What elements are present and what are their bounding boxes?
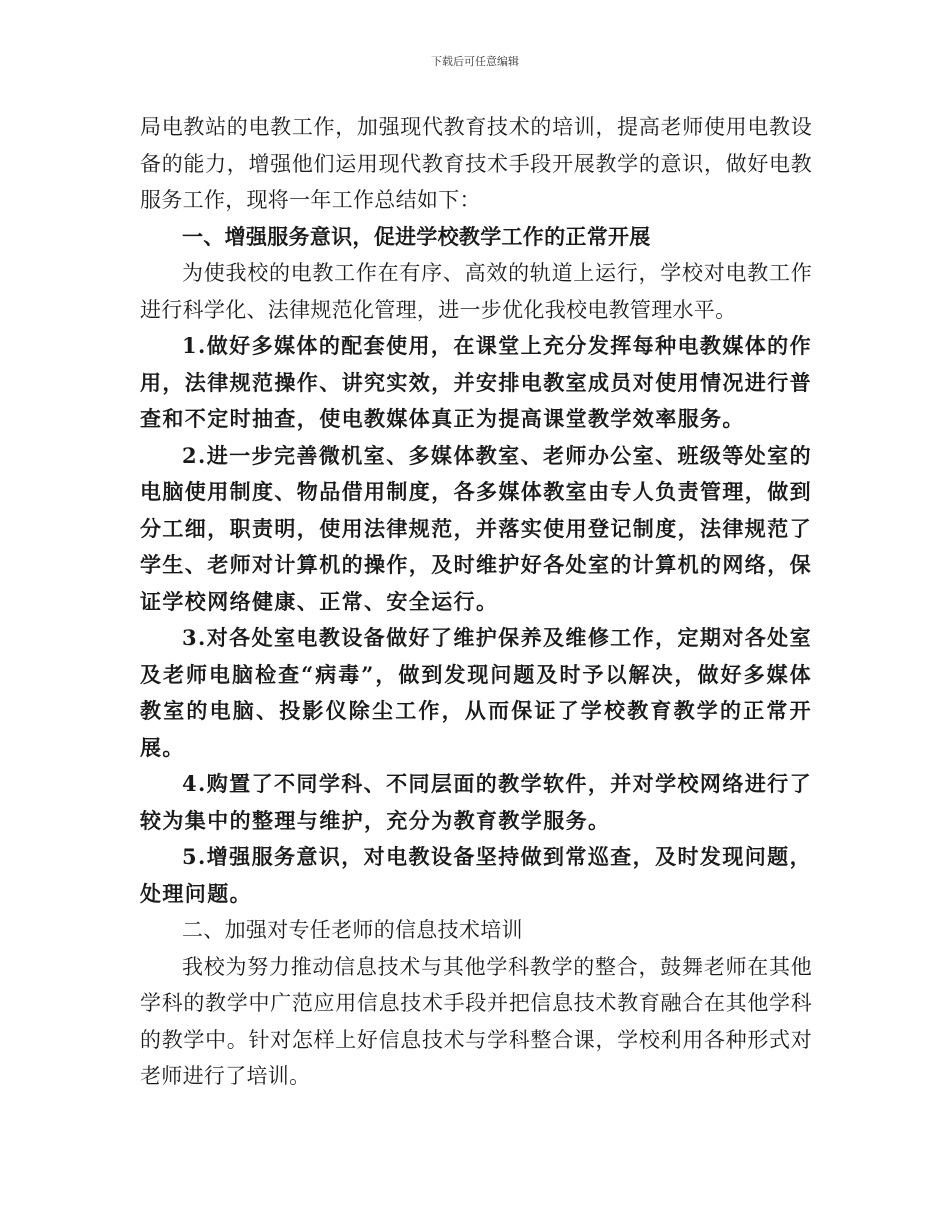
document-body	[140, 109, 812, 1095]
list-item-4: 4.购置了不同学科、不同层面的教学软件，并对学校网络进行了较为集中的整理与维护，充分为教育教学服务。	[140, 771, 812, 833]
page-header: 下载后可任意编辑	[431, 55, 519, 68]
section-heading-2: 二、加强对专任老师的信息技术培训	[182, 918, 523, 942]
list-item-1: 1.做好多媒体的配套使用，在课堂上充分发挥每种电教媒体的作用，法律规范操作、讲究实效，并安排电教室成员对使用情况进行普查和不定时抽查，使电教媒体真正为提高课堂教学效率服务。	[140, 333, 812, 431]
section-1-paragraph: 为使我校的电教工作在有序、高效的轨道上运行，学校对电教工作进行科学化、法律规范化管理，进一步优化我校电教管理水平。	[140, 261, 812, 322]
list-item-3: 3.对各处室电教设备做好了维护保养及维修工作，定期对各处室及老师电脑检查“病毒”，做到发现问题及时予以解决，做好多媒体教室的电脑、投影仪除尘工作，从而保证了学校教育教学的正常开展。	[140, 625, 812, 760]
intro-paragraph: 局电教站的电教工作，加强现代教育技术的培训，提高老师使用电教设备的能力，增强他们运用现代教育技术手段开展教学的意识，做好电教服务工作，现将一年工作总结如下：	[140, 115, 812, 212]
section-2-paragraph: 我校为努力推动信息技术与其他学科教学的整合，鼓舞老师在其他学科的教学中广范应用信息技术手段并把信息技术教育融合在其他学科的教学中。针对怎样上好信息技术与学科整合课，学校利用各种形式对老师进行了培训。	[140, 954, 812, 1088]
list-item-2: 2.进一步完善微机室、多媒体教室、老师办公室、班级等处室的电脑使用制度、物品借用制度，各多媒体教室由专人负责管理，做到分工细，职责明，使用法律规范，并落实使用登记制度，法律规范了学生、老师对计算机的操作，及时维护好各处室的计算机的网络，保证学校网络健康、正常、安全运行。	[140, 442, 812, 614]
section-heading-1: 一、增强服务意识，促进学校教学工作的正常开展	[182, 223, 651, 249]
list-item-5: 5.增强服务意识，对电教设备坚持做到常巡查，及时发现问题，处理问题。	[140, 844, 812, 906]
